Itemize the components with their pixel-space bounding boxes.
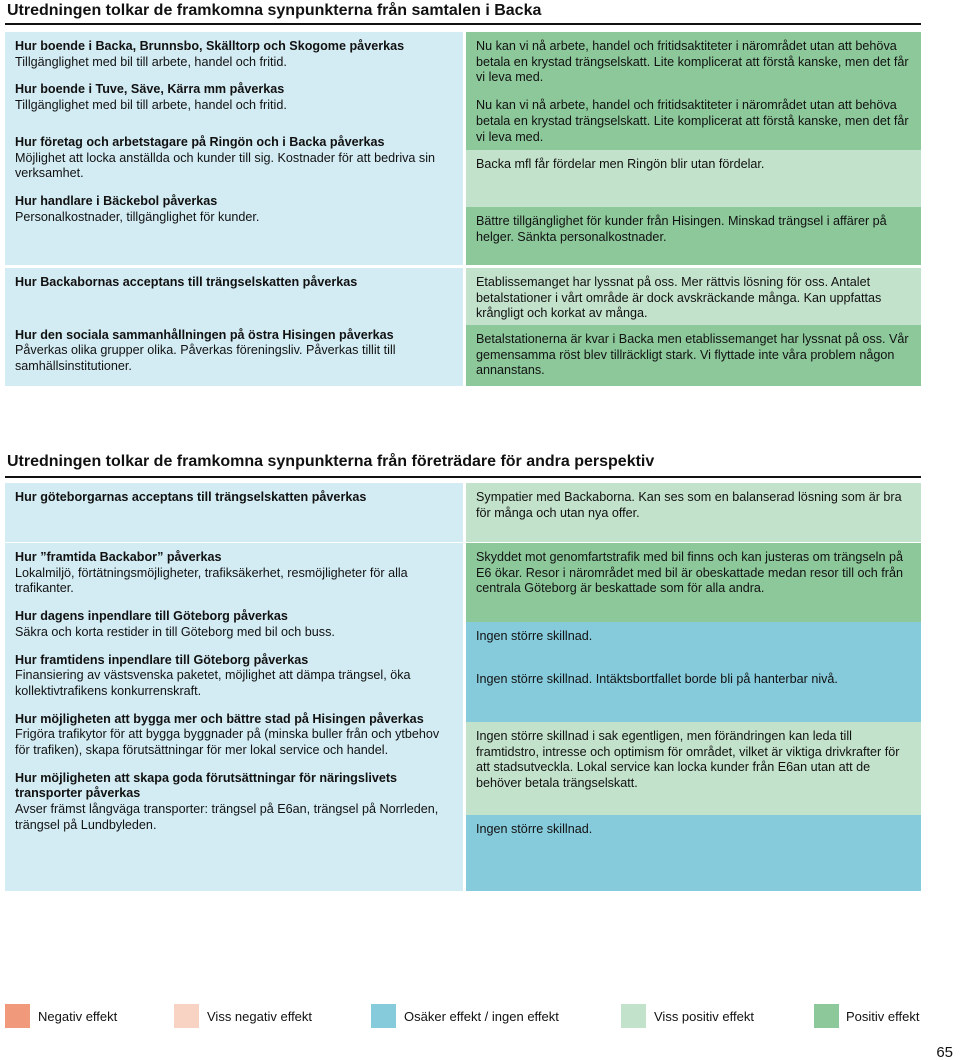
effect-cell-positive [466, 325, 921, 386]
section-2-title: Utredningen tolkar de framkomna synpunkterna från företrädare för andra perspektiv [7, 453, 655, 470]
question-title: Hur Backabornas acceptans till trängselskatten påverkas [15, 275, 358, 289]
effect-cell-neutral [466, 815, 921, 891]
answer-text: Skyddet mot genomfartstrafik med bil finns och kan justeras om trängseln på E6 ökar. Resor i närområdet med bil är obeskattade medan resor till och från centrala Göteborg är beskattade som för alla andra. [476, 550, 904, 596]
legend-label-negative: Negativ effekt [38, 1009, 118, 1024]
question-description: Säkra och korta restider in till Göteborg med bil och buss. [15, 624, 335, 639]
effect-cell-positive [466, 543, 921, 622]
question-description: Möjlighet att locka anställda och kunder till sig. Kostnader för att bedriva sin verksamhet. [15, 150, 436, 181]
question-item [15, 82, 453, 113]
question-title: Hur ”framtida Backabor” påverkas [15, 550, 222, 564]
legend [0, 1004, 960, 1028]
effect-cell-neutral [466, 622, 921, 665]
question-item [15, 609, 453, 640]
question-description: Avser främst långväga transporter: trängsel på E6an, trängsel på Norrleden, trängsel på Lundbyleden. [15, 802, 439, 832]
question-item [15, 135, 453, 182]
answer-text: Bättre tillgänglighet för kunder från Hisingen. Minskad trängsel i affärer på helger. Sänkta personalkostnader. [476, 214, 887, 244]
section-2-rule [5, 476, 921, 478]
section-1-title: Utredningen tolkar de framkomna synpunkterna från samtalen i Backa [7, 2, 542, 19]
question-description: Personalkostnader, tillgänglighet för kunder. [15, 209, 260, 224]
question-title: Hur möjligheten att bygga mer och bättre stad på Hisingen påverkas [15, 711, 424, 726]
section-1-rule [5, 23, 921, 25]
question-title: Hur dagens inpendlare till Göteborg påverkas [15, 609, 288, 624]
question-item [15, 328, 453, 375]
effect-cell-positive [466, 207, 921, 265]
legend-label-neutral: Osäker effekt / ingen effekt [404, 1009, 559, 1024]
question-item [15, 712, 453, 759]
legend-swatch-neutral [371, 1004, 396, 1028]
effect-cell-slightly-positive [466, 483, 921, 542]
question-item [15, 39, 453, 70]
answer-text: Etablissemanget har lyssnat på oss. Mer rättvis lösning för oss. Antalet betalstationer i vårt område är dock avskräckande många. Kan uppfattas krångligt och korkat av många. [476, 275, 882, 321]
answer-text: Sympatier med Backaborna. Kan ses som en balanserad lösning som är bra för många och utan nya offer. [476, 490, 902, 520]
question-item [15, 550, 453, 597]
question-title: Hur framtidens inpendlare till Göteborg påverkas [15, 652, 309, 667]
question-description: Finansiering av västsvenska paketet, möjlighet att dämpa trängsel, öka kollektivtrafikens konkurrenskraft. [15, 668, 411, 698]
section-1-question-block-a [5, 32, 463, 265]
legend-swatch-slightly-positive [621, 1004, 646, 1028]
answer-text: Ingen större skillnad. [476, 629, 593, 643]
question-title: Hur möjligheten att skapa goda förutsättningar för näringslivets transporter påverkas [15, 770, 398, 801]
legend-label-slightly-positive: Viss positiv effekt [654, 1009, 754, 1024]
question-title: Hur boende i Backa, Brunnsbo, Skälltorp och Skogome påverkas [15, 39, 405, 53]
answer-text: Ingen större skillnad. Intäktsbortfallet borde bli på hanterbar nivå. [476, 672, 838, 686]
question-item [15, 194, 453, 225]
page-number: 65 [936, 1044, 953, 1060]
legend-label-positive: Positiv effekt [846, 1009, 920, 1024]
answer-text: Ingen större skillnad. [476, 822, 593, 836]
answer-text: Nu kan vi nå arbete, handel och fritidsaktiteter i närområdet utan att behöva betala en krystad trängselskatt. Lite komplicerat att förstå kanske, men det får vi leva med. [476, 39, 909, 85]
section-2-question-block-b [5, 543, 463, 891]
answer-text: Backa mfl får fördelar men Ringön blir utan fördelar. [476, 157, 765, 171]
effect-cell-positive [466, 32, 921, 150]
question-title: Hur företag och arbetstagare på Ringön och i Backa påverkas [15, 134, 385, 149]
section-2-question-block-a [5, 483, 463, 542]
answer-text: Ingen större skillnad i sak egentligen, men förändringen kan leda till framtidstro, intresse och optimism för området, vilket är viktiga drivkrafter för att stadsutveckla. Lokal service kan locka kunder från E6an utan att de behöver betala trängselskatt. [476, 729, 900, 791]
legend-swatch-slightly-negative [174, 1004, 199, 1028]
question-title: Hur boende i Tuve, Säve, Kärra mm påverkas [15, 82, 285, 97]
effect-cell-slightly-positive [466, 722, 921, 815]
legend-swatch-negative [5, 1004, 30, 1028]
question-item [15, 771, 453, 834]
question-title: Hur göteborgarnas acceptans till trängselskatten påverkas [15, 490, 367, 504]
question-description: Frigöra trafikytor för att bygga byggnader på (minska buller från och ytbehov för trafiken), skapa förutsättningar för mer lokal service och handel. [15, 727, 440, 758]
effect-cell-slightly-positive [466, 268, 921, 325]
answer-text: Nu kan vi nå arbete, handel och fritidsaktiteter i närområdet utan att behöva betala en krystad trängselskatt. Lite komplicerat att förstå kanske, men det får vi leva med. [476, 98, 909, 144]
question-item [15, 275, 453, 291]
legend-label-slightly-negative: Viss negativ effekt [207, 1009, 313, 1024]
effect-cell-neutral [466, 665, 921, 722]
question-item [15, 653, 453, 700]
question-description: Lokalmiljö, förtätningsmöjligheter, trafiksäkerhet, resmöjligheter för alla trafikanter. [15, 565, 408, 596]
question-title: Hur den sociala sammanhållningen på östra Hisingen påverkas [15, 327, 394, 342]
effect-cell-slightly-positive [466, 150, 921, 207]
legend-swatch-positive [814, 1004, 839, 1028]
question-title: Hur handlare i Bäckebol påverkas [15, 193, 218, 208]
section-1-question-block-b [5, 268, 463, 386]
question-description: Tillgänglighet med bil till arbete, handel och fritid. [15, 98, 287, 113]
question-description: Tillgänglighet med bil till arbete, handel och fritid. [15, 54, 287, 69]
question-description: Påverkas olika grupper olika. Påverkas föreningsliv. Påverkas tillit till samhällsinstitutioner. [15, 343, 396, 374]
answer-text: Betalstationerna är kvar i Backa men etablissemanget har lyssnat på oss. Vår gemensamma röst blev tillräckligt stark. Vi flyttade inte våra problem någon annanstans. [476, 332, 909, 378]
